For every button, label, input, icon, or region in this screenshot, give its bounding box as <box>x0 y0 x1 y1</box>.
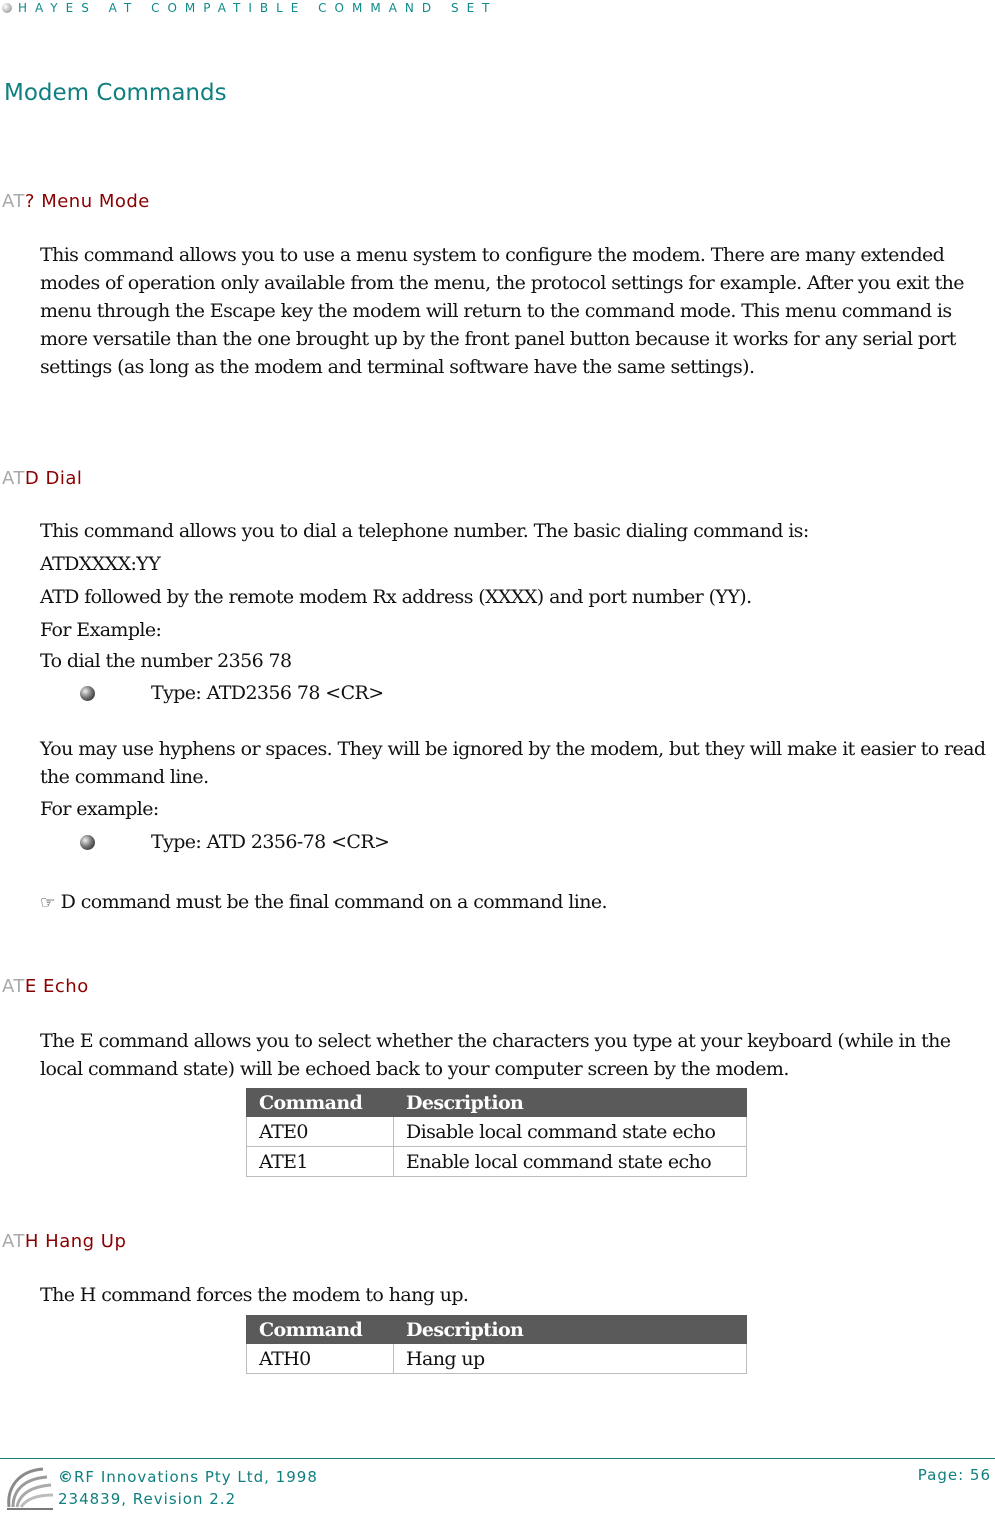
table-header-row <box>247 1089 747 1117</box>
hangup-description: The H command forces the modem to hang up. <box>40 1284 469 1306</box>
dial-example-text: To dial the number 2356 78 <box>40 650 292 672</box>
table-header-row <box>247 1316 747 1344</box>
dial-note-text: D command must be the final command on a command line. <box>60 891 607 913</box>
table-header-command: Command <box>247 1089 394 1117</box>
heading-name: ? Menu Mode <box>24 191 150 212</box>
dial-syntax-explanation: ATD followed by the remote modem Rx address (XXXX) and port number (YY). <box>40 586 752 608</box>
heading-prefix: AT <box>2 1231 25 1252</box>
section-heading-dial <box>2 468 82 489</box>
section-heading-hangup <box>2 1231 126 1252</box>
page-title: Modem Commands <box>4 80 227 106</box>
running-head <box>0 0 497 16</box>
round-bullet-icon <box>80 686 95 701</box>
menu-description: This command allows you to use a menu system to configure the modem. There are many extended modes of operation only available from the menu, the protocol settings for example. After you exit the menu through the Escape key the modem will return to the command mode. This menu command is more versatile than the one brought up by the front panel button because it works for any serial port settings (as long as the modem and terminal software have the same settings). <box>40 244 964 378</box>
table-header-description: Description <box>394 1089 747 1117</box>
heading-name: E Echo <box>24 976 89 997</box>
table-cell-command: ATE0 <box>247 1117 394 1147</box>
dial-bullet-2-text: Type: ATD 2356-78 <CR> <box>151 831 390 853</box>
table-row <box>247 1147 747 1177</box>
footer-rule <box>0 1458 995 1459</box>
footer-doc-ref: 234839, Revision 2.2 <box>58 1490 237 1508</box>
running-head-text: HAYES AT COMPATIBLE COMMAND SET <box>18 1 498 15</box>
table-cell-command: ATE1 <box>247 1147 394 1177</box>
table-header-description: Description <box>394 1316 747 1344</box>
table-row <box>247 1117 747 1147</box>
section-heading-menu <box>2 191 150 212</box>
dial-bullet-1-text: Type: ATD2356 78 <CR> <box>151 682 384 704</box>
heading-prefix: AT <box>2 191 25 212</box>
table-row <box>247 1344 747 1374</box>
footer-left <box>58 1466 318 1510</box>
round-bullet-icon <box>80 835 95 850</box>
heading-name: H Hang Up <box>24 1231 127 1252</box>
hangup-command-table <box>246 1315 747 1374</box>
footer-copyright <box>58 1466 318 1488</box>
dial-syntax: ATDXXXX:YY <box>40 553 161 575</box>
pointing-hand-icon: ☞ <box>40 893 55 913</box>
dial-bullet-2 <box>80 828 389 856</box>
dial-note <box>40 888 607 917</box>
table-cell-description: Hang up <box>394 1344 747 1374</box>
dial-example-label-2: For example: <box>40 798 159 820</box>
table-header-command: Command <box>247 1316 394 1344</box>
footer-company: RF Innovations Pty Ltd, 1998 <box>74 1468 318 1486</box>
bullet-icon <box>2 3 12 13</box>
table-cell-description: Enable local command state echo <box>394 1147 747 1177</box>
heading-prefix: AT <box>2 468 25 489</box>
page-number: Page: 56 <box>917 1466 991 1484</box>
heading-name: D Dial <box>24 468 83 489</box>
table-cell-command: ATH0 <box>247 1344 394 1374</box>
dial-hyphen-note: You may use hyphens or spaces. They will be ignored by the modem, but they will make it easier to read the command line. <box>40 738 986 788</box>
table-cell-description: Disable local command state echo <box>394 1117 747 1147</box>
company-logo-icon <box>3 1463 55 1511</box>
heading-prefix: AT <box>2 976 25 997</box>
copyright-icon: © <box>58 1468 74 1486</box>
echo-command-table <box>246 1088 747 1177</box>
echo-description: The E command allows you to select whether the characters you type at your keyboard (while in the local command state) will be echoed back to your computer screen by the modem. <box>40 1030 951 1080</box>
dial-bullet-1 <box>80 679 384 707</box>
section-heading-echo <box>2 976 89 997</box>
dial-intro: This command allows you to dial a telephone number. The basic dialing command is: <box>40 520 809 542</box>
dial-example-label: For Example: <box>40 619 162 641</box>
